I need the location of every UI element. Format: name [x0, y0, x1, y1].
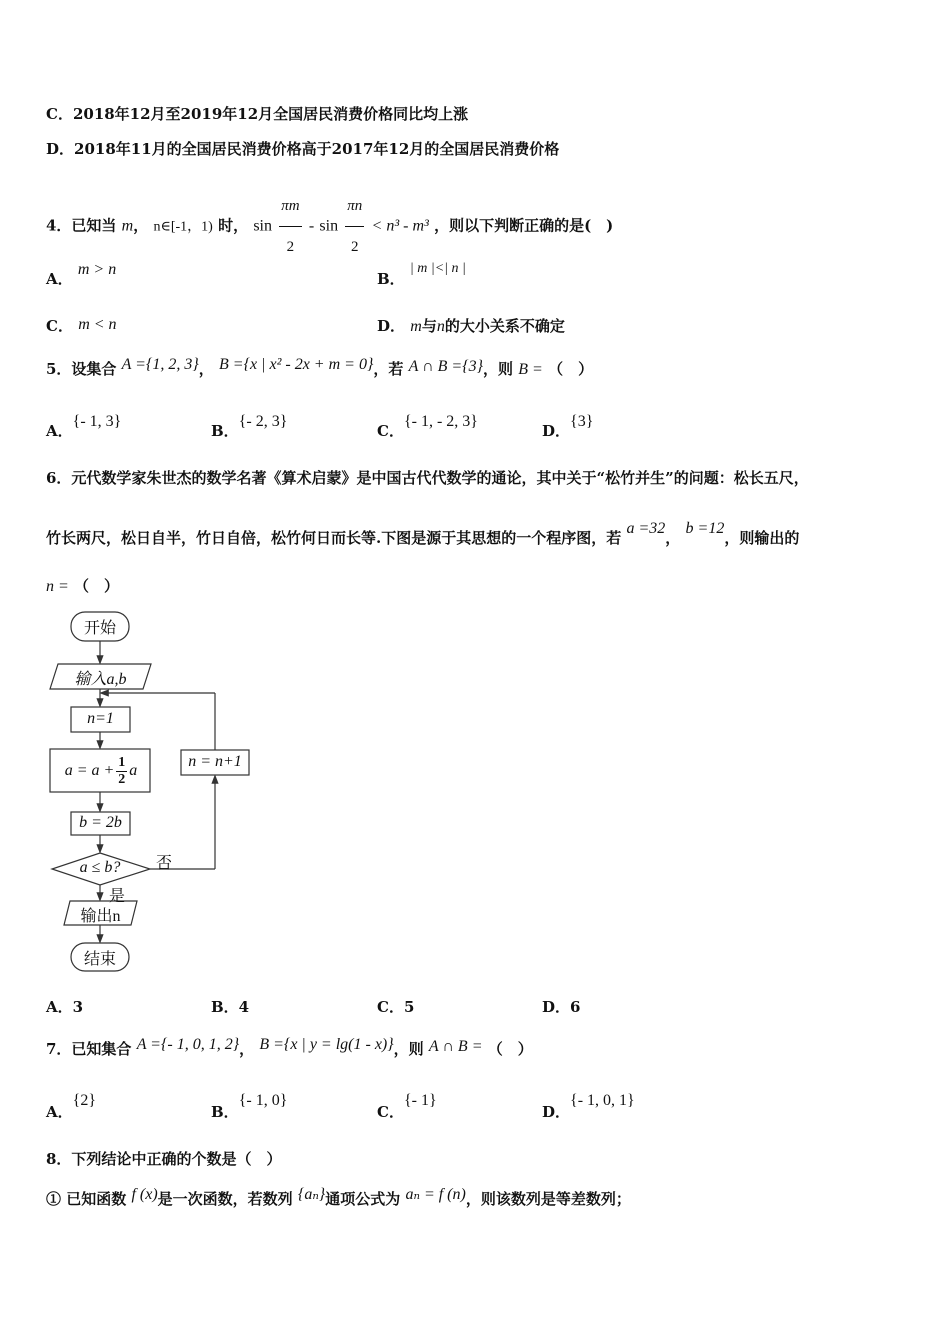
- flow-update-a: [56, 750, 146, 792]
- q7-set-b: B ={x | y = lg(1 - x)}: [259, 1036, 394, 1053]
- flow-output: 输出n: [80, 908, 121, 925]
- q7-paren: （ ）: [487, 1040, 533, 1058]
- q4-option-d-label: D．: [377, 317, 406, 335]
- q4-n-domain: n∈[-1，1): [153, 219, 213, 235]
- flow-update-a-frac: [116, 755, 127, 788]
- q7-option-a-value: {2}: [72, 1092, 96, 1109]
- flow-decision: a ≤ b?: [79, 859, 121, 876]
- q4-stem: 4．已知当 m， n∈[-1，1) 时， sin $\frac{\pi m}{2}$ - sin $\frac{\pi n}{2}$ < n³ - m³ ，则以下判断正确的是( ): [46, 186, 613, 267]
- q7-option-c: [377, 1092, 437, 1122]
- flow-end: 结束: [83, 951, 116, 968]
- q3-option-c: C．2018年12月至2019年12月全国居民消费价格同比均上涨: [46, 105, 469, 123]
- q6-comma: ，: [665, 529, 681, 547]
- flow-start: 开始: [83, 620, 116, 637]
- q6-option-d: D．6: [542, 998, 581, 1016]
- q8-item1-prefix: ① 已知函数: [46, 1190, 127, 1208]
- flow-yes-label: 是: [109, 888, 126, 905]
- q7-option-c-value: {- 1}: [403, 1092, 437, 1109]
- q4-frac2-den: 2: [351, 239, 359, 255]
- q5-option-a-value: {- 1, 3}: [72, 413, 122, 430]
- q5-prefix: 5．设集合: [46, 360, 117, 378]
- q5-option-c-value: {- 1, - 2, 3}: [403, 413, 478, 430]
- flow-update-a-right: a: [129, 762, 138, 779]
- flow-increment: n = n+1: [188, 753, 242, 770]
- q4-option-d-mid: 与: [421, 317, 437, 335]
- q5-then: ，则: [483, 360, 514, 378]
- flow-init: n=1: [87, 710, 114, 727]
- q6-a-value: a =32: [626, 520, 666, 537]
- q7-option-d-value: {- 1, 0, 1}: [570, 1092, 635, 1109]
- q8-an: {aₙ}: [297, 1186, 326, 1203]
- q4-frac1-num: πm: [279, 186, 301, 227]
- q7-option-c-label: C．: [377, 1103, 404, 1121]
- q6-option-b: B．4: [211, 998, 250, 1016]
- q5-mid: ，若: [373, 360, 404, 378]
- q8-fx: f (x): [131, 1186, 158, 1203]
- flow-no-label: 否: [156, 855, 173, 872]
- q4-frac1-den: 2: [286, 239, 295, 255]
- q5-option-b-value: {- 2, 3}: [238, 413, 288, 430]
- q4-option-c-value: m < n: [78, 316, 117, 333]
- q4-cond-right: < n³ - m³: [371, 217, 429, 235]
- q5-set-b: B ={x | x² - 2x + m = 0}: [219, 356, 374, 373]
- q7-option-b-label: B．: [211, 1103, 239, 1121]
- q4-option-a-value: m > n: [77, 261, 117, 278]
- q5-option-b-label: B．: [211, 422, 239, 440]
- flow-update-b: b = 2b: [79, 814, 122, 831]
- q7-option-b-value: {- 1, 0}: [238, 1092, 288, 1109]
- q8-item1-tail: ，则该数列是等差数列；: [465, 1190, 631, 1208]
- q6-line2b: ，则输出的: [724, 529, 800, 547]
- q5-option-d-value: {3}: [570, 413, 594, 430]
- q4-option-d-tail: 的大小关系不确定: [444, 317, 565, 335]
- q7-option-a: [46, 1092, 96, 1122]
- q7-ask: A ∩ B =: [428, 1038, 483, 1055]
- q5-option-d-label: D．: [542, 422, 571, 440]
- q3-option-d: D．2018年11月的全国居民消费价格高于2017年12月的全国居民消费价格: [46, 140, 560, 158]
- q6-line1: 6．元代数学家朱世杰的数学名著《算术启蒙》是中国古代代数学的通论，其中关于“松竹并生”的问题：松长五尺，: [46, 469, 809, 487]
- q4-option-d-m: m: [410, 318, 422, 335]
- q4-prefix: 4．已知当: [46, 216, 117, 235]
- q4-sin2: sin: [319, 217, 339, 235]
- q6-b-value: b =12: [685, 520, 725, 537]
- q5-condition: A ∩ B ={3}: [408, 358, 483, 375]
- q8-item1-mid: 是一次函数，若数列: [157, 1190, 293, 1208]
- flow-update-a-left: a = a +: [64, 762, 115, 779]
- q4-minus: -: [308, 217, 315, 235]
- q5-ask: B =: [518, 361, 543, 378]
- q6-option-a: A．3: [46, 998, 84, 1016]
- q7-option-d-label: D．: [542, 1103, 571, 1121]
- q4-option-a-label: A．: [46, 270, 73, 288]
- q6-paren: （ ）: [74, 577, 120, 595]
- q5-option-a-label: A．: [46, 422, 73, 440]
- q5-set-a: A ={1, 2, 3}: [121, 356, 199, 373]
- q8-stem: 8．下列结论中正确的个数是（ ）: [46, 1150, 282, 1168]
- q7-option-b: [211, 1092, 288, 1122]
- q7-then: ，则: [393, 1040, 424, 1058]
- q7-set-a: A ={- 1, 0, 1, 2}: [136, 1036, 240, 1053]
- q7-option-d: [542, 1092, 635, 1122]
- q6-n-eq: n =: [46, 578, 69, 595]
- flow-input: 输入a,b: [74, 671, 127, 688]
- q4-sin1: sin: [253, 217, 272, 235]
- flow-update-a-den: 2: [118, 771, 126, 787]
- q4-option-d-n: n: [436, 318, 445, 335]
- q4-option-c-label: C．: [46, 317, 73, 335]
- q8-item1: [46, 1186, 631, 1213]
- q4-option-b-value: | m |<| n |: [409, 261, 466, 276]
- flow-update-a-num: 1: [118, 754, 126, 770]
- q4-suffix: ，则以下判断正确的是( ): [434, 216, 614, 235]
- q7-stem: [46, 1036, 533, 1063]
- q7-option-a-label: A．: [46, 1103, 73, 1121]
- q4-option-b-label: B．: [377, 270, 405, 288]
- q5-paren: （ ）: [548, 360, 594, 378]
- q4-var-m: m: [121, 217, 134, 235]
- q5-comma: ，: [198, 360, 214, 378]
- q5-option-c-label: C．: [377, 422, 404, 440]
- q6-line2a: 竹长两尺，松日自半，竹日自倍，松竹何日而长等.下图是源于其思想的一个程序图，若: [46, 529, 622, 547]
- q8-item1-mid2: 通项公式为: [325, 1190, 401, 1208]
- q4-time: 时，: [218, 216, 249, 235]
- q7-prefix: 7．已知集合: [46, 1040, 132, 1058]
- q8-formula: aₙ = f (n): [405, 1186, 466, 1203]
- q7-comma: ，: [239, 1040, 255, 1058]
- q6-option-c: C．5: [377, 998, 415, 1016]
- q4-frac2-num: πn: [345, 186, 364, 227]
